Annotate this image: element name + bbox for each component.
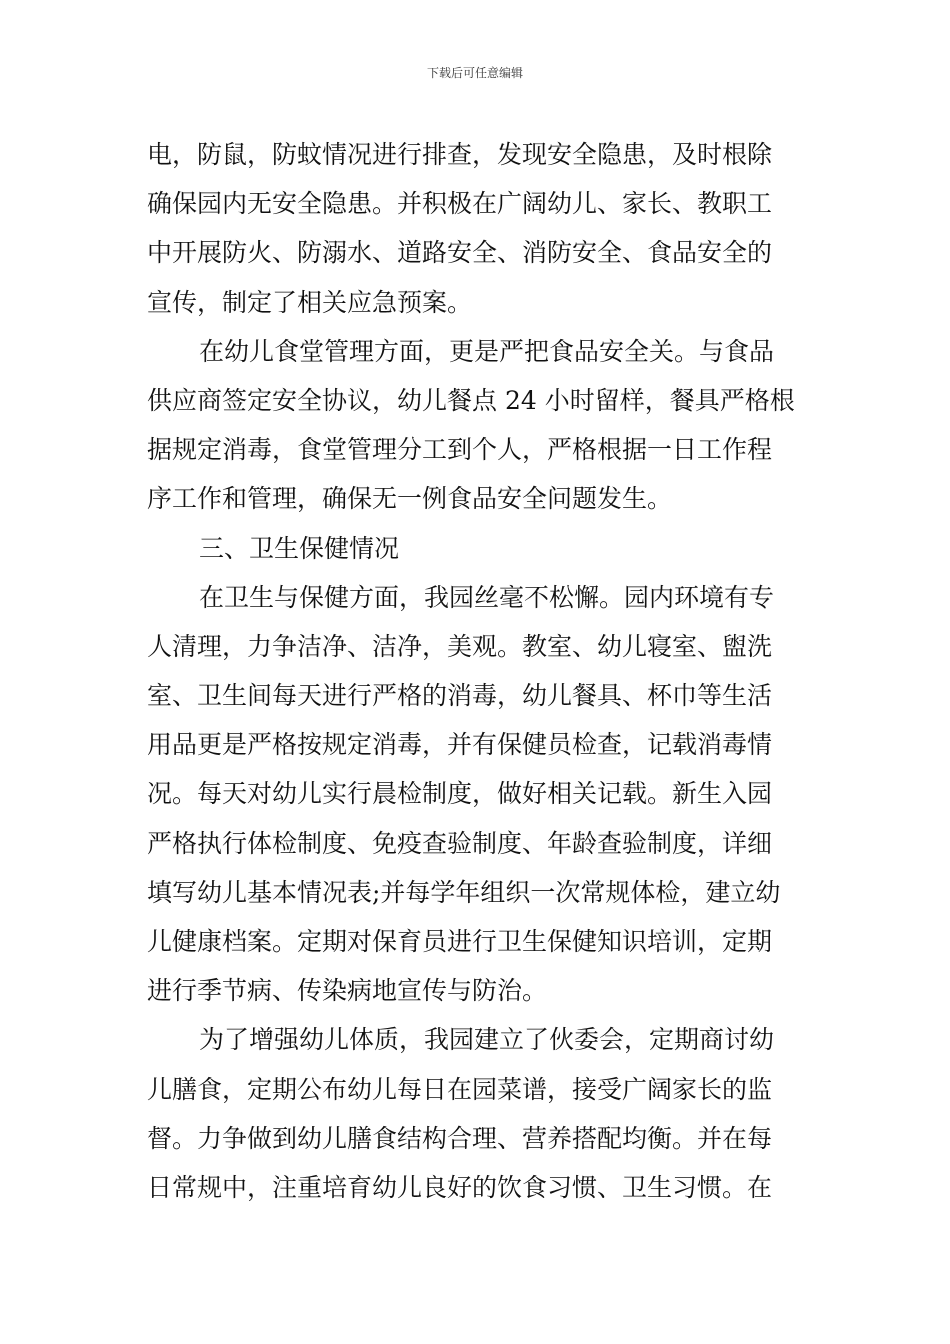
text-line: 儿健康档案。定期对保育员进行卫生保健知识培训，定期: [147, 927, 773, 956]
text-line: 填写幼儿基本情况表;并每学年组织一次常规体检，建立幼: [147, 877, 781, 907]
text-line: 进行季节病、传染病地宣传与防治。: [147, 976, 548, 1006]
text-line: 据规定消毒，食堂管理分工到个人，严格根据一日工作程: [147, 435, 773, 465]
text-line: 供应商签定安全协议，幼儿餐点 24 小时留样，餐具严格根: [147, 385, 795, 415]
page-header-note: 下载后可任意编辑: [426, 66, 523, 80]
text-line: 日常规中，注重培育幼儿良好的饮食习惯、卫生习惯。在: [147, 1172, 773, 1202]
text-line: 严格执行体检制度、免疫查验制度、年龄查验制度，详细: [147, 828, 773, 858]
text-line: 中开展防火、防溺水、道路安全、消防安全、食品安全的: [147, 238, 773, 268]
text-line: 宣传，制定了相关应急预案。: [147, 287, 473, 317]
text-line: 确保园内无安全隐患。并积极在广阔幼儿、家长、教职工: [147, 189, 773, 219]
text-line: 人清理，力争洁净、洁净，美观。教室、幼儿寝室、盥洗: [147, 631, 773, 661]
text-line: 儿膳食，定期公布幼儿每日在园菜谱，接受广阔家长的监: [147, 1074, 773, 1104]
paragraph-start-line: 为了增强幼儿体质，我园建立了伙委会，定期商讨幼: [199, 1025, 775, 1055]
text-line: 况。每天对幼儿实行晨检制度，做好相关记载。新生入园: [147, 779, 773, 809]
document-body: [147, 130, 812, 1212]
text-line: 室、卫生间每天进行严格的消毒，幼儿餐具、杯巾等生活: [147, 681, 773, 711]
paragraph-start-line: 在卫生与保健方面，我园丝毫不松懈。园内环境有专: [199, 582, 775, 612]
paragraph-start-line: 在幼儿食堂管理方面，更是严把食品安全关。与食品: [199, 336, 775, 366]
text-line: 序工作和管理，确保无一例食品安全问题发生。: [147, 484, 673, 514]
text-line: 督。力争做到幼儿膳食结构合理、营养搭配均衡。并在每: [147, 1123, 773, 1153]
section-heading: 三、卫生保健情况: [199, 533, 400, 563]
text-line: 电，防鼠，防蚊情况进行排查，发现安全隐患，及时根除: [147, 140, 773, 169]
text-line: 用品更是严格按规定消毒，并有保健员检查，记载消毒情: [147, 730, 773, 760]
